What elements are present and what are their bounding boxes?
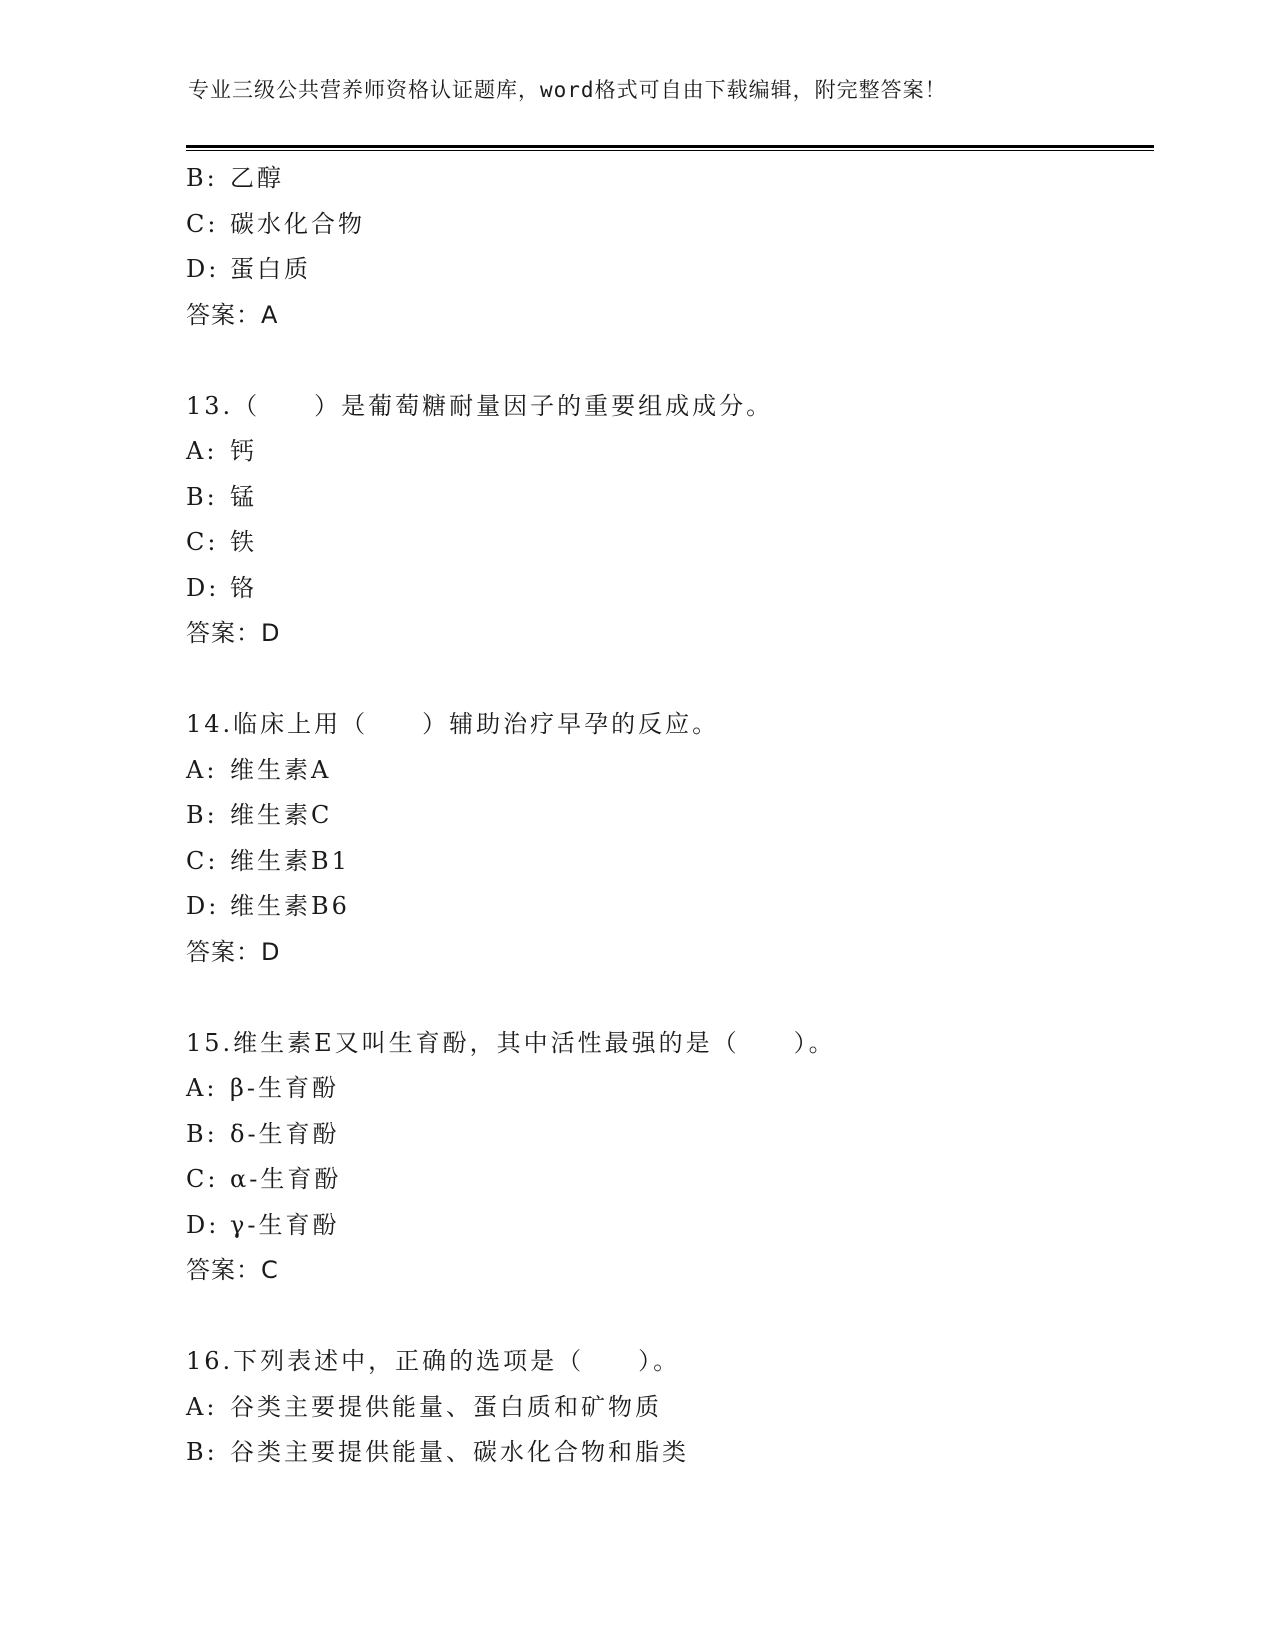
- option-a: [186, 1385, 1146, 1431]
- option-b: [186, 1112, 1146, 1158]
- option-letter: B:: [186, 482, 218, 511]
- option-c: [186, 1157, 1146, 1203]
- option-c: [186, 839, 1146, 885]
- option-letter: C:: [186, 528, 219, 556]
- option-text: 维生素B1: [230, 846, 350, 875]
- option-letter: C:: [186, 846, 219, 875]
- option-d: [186, 247, 1146, 293]
- option-text: 维生素A: [230, 755, 332, 784]
- option-c: [186, 202, 1146, 248]
- option-text: 蛋白质: [230, 255, 311, 283]
- option-letter: B:: [186, 164, 218, 192]
- option-text: δ-生育酚: [230, 1119, 340, 1148]
- answer: 答案：D: [186, 937, 281, 966]
- option-letter: D:: [186, 573, 220, 602]
- option-text: 乙醇: [230, 164, 284, 192]
- option-d: [186, 884, 1146, 930]
- option-letter: D:: [186, 255, 220, 283]
- option-text: 钙: [230, 437, 257, 465]
- question-stem: 13.（ ）是葡萄糖耐量因子的重要组成成分。: [186, 391, 774, 420]
- question-stem: 15.维生素E又叫生育酚，其中活性最强的是（ ）。: [186, 1028, 836, 1057]
- option-d: [186, 566, 1146, 612]
- answer: 答案：A: [186, 300, 279, 329]
- option-b: [186, 156, 1146, 202]
- question-stem: 16.下列表述中，正确的选项是（ ）。: [186, 1347, 681, 1375]
- answer: 答案：D: [186, 619, 281, 647]
- page-header: 专业三级公共营养师资格认证题库，word格式可自由下载编辑，附完整答案！: [188, 78, 947, 102]
- question-14: [186, 702, 1146, 975]
- option-letter: A:: [186, 1392, 218, 1421]
- option-letter: B:: [186, 1438, 218, 1466]
- option-a: [186, 1066, 1146, 1112]
- option-letter: A:: [186, 437, 218, 465]
- option-text: 维生素C: [230, 801, 333, 829]
- option-text: β-生育酚: [230, 1074, 339, 1102]
- option-letter: B:: [186, 1119, 218, 1148]
- option-b: [186, 1430, 1146, 1476]
- option-text: 碳水化合物: [230, 209, 365, 238]
- option-text: 锰: [230, 482, 257, 511]
- option-a: [186, 429, 1146, 475]
- option-text: 铁: [230, 528, 257, 556]
- option-a: [186, 748, 1146, 794]
- option-letter: C:: [186, 209, 219, 238]
- option-b: [186, 793, 1146, 839]
- option-letter: B:: [186, 801, 218, 829]
- option-text: 维生素B6: [230, 892, 350, 920]
- header-divider-thin: [186, 150, 1154, 151]
- option-letter: A:: [186, 1074, 218, 1102]
- question-13: [186, 384, 1146, 657]
- option-b: [186, 475, 1146, 521]
- option-d: [186, 1203, 1146, 1249]
- option-text: γ-生育酚: [230, 1210, 340, 1239]
- option-text: α-生育酚: [230, 1165, 342, 1193]
- question-12-tail: [186, 156, 1146, 338]
- option-c: [186, 520, 1146, 566]
- option-letter: D:: [186, 892, 220, 920]
- option-letter: C:: [186, 1165, 219, 1193]
- option-text: 铬: [230, 573, 257, 602]
- header-divider: [186, 145, 1154, 148]
- question-15: [186, 1021, 1146, 1294]
- option-text: 谷类主要提供能量、碳水化合物和脂类: [230, 1438, 689, 1466]
- question-16: [186, 1339, 1146, 1476]
- question-list: [186, 156, 1146, 1476]
- question-stem: 14.临床上用（ ）辅助治疗早孕的反应。: [186, 710, 720, 738]
- option-text: 谷类主要提供能量、蛋白质和矿物质: [230, 1392, 662, 1421]
- option-letter: A:: [186, 755, 218, 784]
- answer: 答案：C: [186, 1256, 279, 1284]
- option-letter: D:: [186, 1210, 220, 1239]
